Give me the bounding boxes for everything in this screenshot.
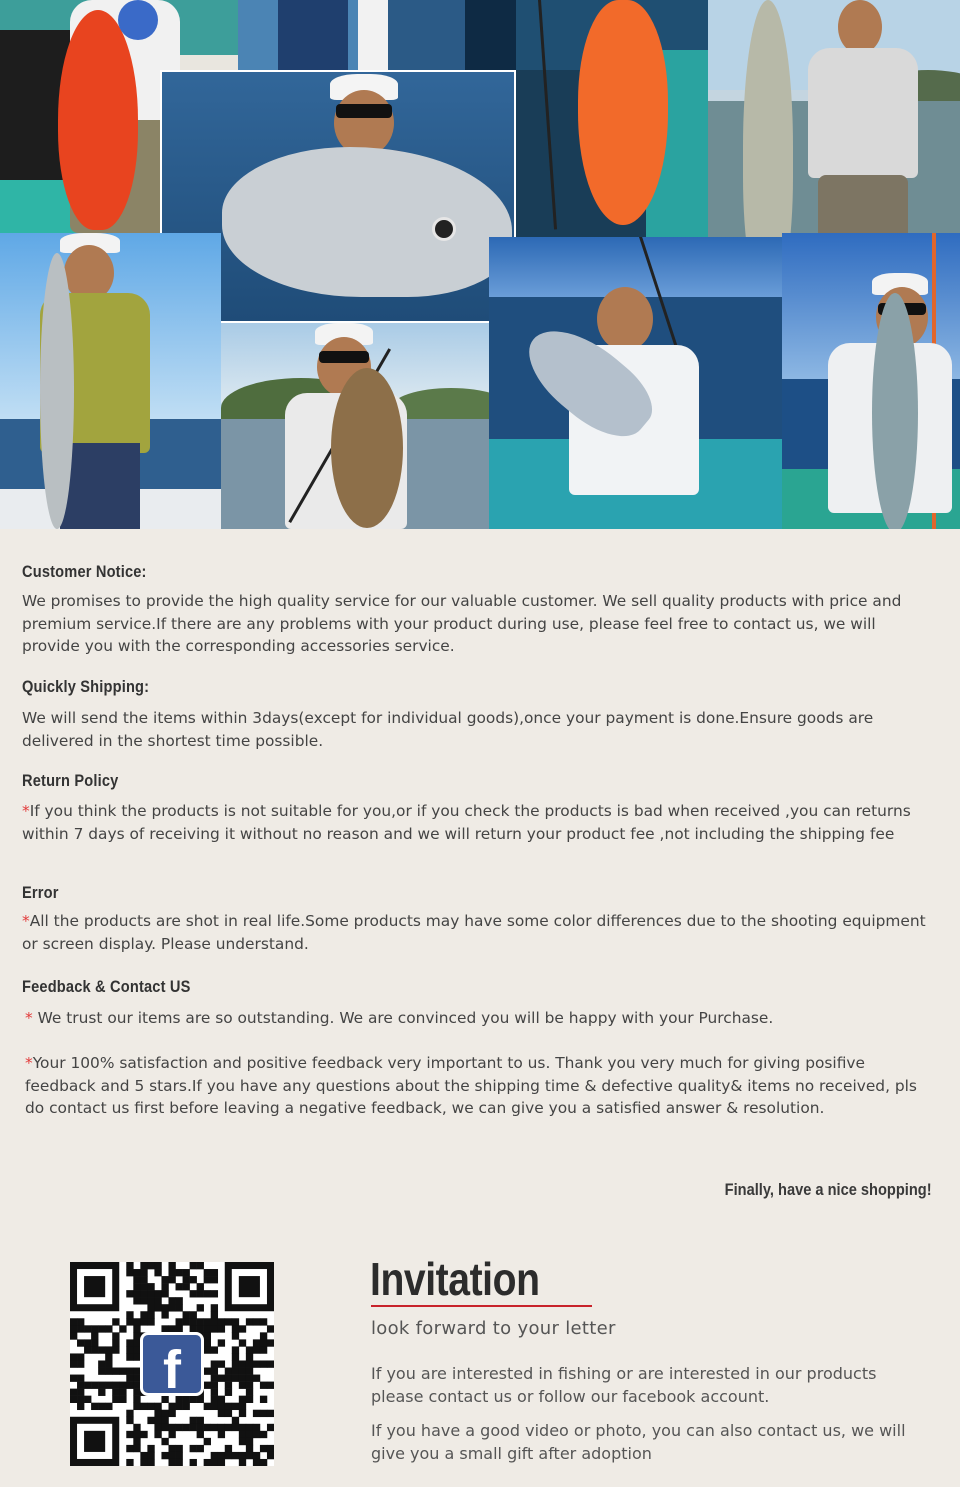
returns-paragraph: [22, 800, 934, 845]
bullet-star: *: [22, 912, 30, 930]
facebook-logo-letter: f: [163, 1340, 181, 1400]
photo-red-snapper: [516, 0, 708, 237]
error-paragraph: [22, 910, 934, 955]
invitation-paragraph-1: If you are interested in fishing or are interested in our products please contact us or follow our facebook account.: [371, 1364, 877, 1406]
feedback-text-2: Your 100% satisfaction and positive feedback very important to us. Thank you very much for giving posifive feedback and 5 stars.If you have any questions about the shipping time & defective quality& items no received, pls do contact us first before leaving a negative feedback, we can give you a satisfied answer & resolution.: [25, 1054, 917, 1118]
notice-text: We promises to provide the high quality service for our valuable customer. We sell quality products with price and premium service.If there are any problems with your product during use, please feel free to contact us, we will provide you with the corresponding accessories service.: [22, 592, 902, 656]
photo-shirt-lure: [238, 0, 465, 70]
shipping-text: We will send the items within 3days(except for individual goods),once your payment is done.Ensure goods are delivered in the shortest time possible.: [22, 709, 874, 750]
feedback-text-1: We trust our items are so outstanding. We are convinced you will be happy with your Purchase.: [32, 1009, 774, 1027]
returns-text: If you think the products is not suitable for you,or if you check the products is bad when received ,you can returns within 7 days of receiving it without no reason and we will return your product fee ,not including the shipping fee: [22, 802, 911, 843]
red-grouper-fish: [58, 10, 138, 230]
photo-mackerel-boat: [782, 233, 960, 529]
bullet-star: *: [25, 1009, 33, 1027]
photo-tuna-boat: [489, 237, 782, 529]
invitation-paragraph-2: If you have a good video or photo, you can also contact us, we will give you a small gift after adoption: [371, 1421, 906, 1463]
shipping-title: Quickly Shipping:: [22, 677, 150, 696]
photo-grouper-lake: [221, 323, 489, 529]
facebook-logo-icon: [140, 1332, 204, 1400]
feedback-line-1: [25, 1007, 937, 1030]
bullet-star: *: [25, 1054, 33, 1072]
grouper-fish: [331, 368, 403, 528]
closing-message: Finally, have a nice shopping!: [725, 1180, 932, 1199]
invitation-underline: [371, 1305, 592, 1307]
bullet-star: *: [22, 802, 30, 820]
photo-barracuda-boat: [0, 233, 221, 529]
facebook-qr-code[interactable]: [70, 1262, 274, 1466]
feedback-title: Feedback & Contact US: [22, 977, 191, 996]
error-title: Error: [22, 883, 59, 902]
invitation-title: Invitation: [370, 1253, 540, 1305]
notice-title: Customer Notice:: [22, 562, 147, 581]
returns-title: Return Policy: [22, 771, 119, 790]
red-snapper-fish: [578, 0, 668, 225]
feedback-line-2: [25, 1052, 935, 1120]
photo-collage: [0, 0, 960, 529]
invitation-subtitle: look forward to your letter: [371, 1318, 616, 1339]
error-text: All the products are shot in real life.Some products may have some color differences due to the shooting equipment or screen display. Please understand.: [22, 912, 926, 953]
mackerel-fish: [872, 293, 918, 529]
barracuda-fish-2: [40, 253, 74, 529]
